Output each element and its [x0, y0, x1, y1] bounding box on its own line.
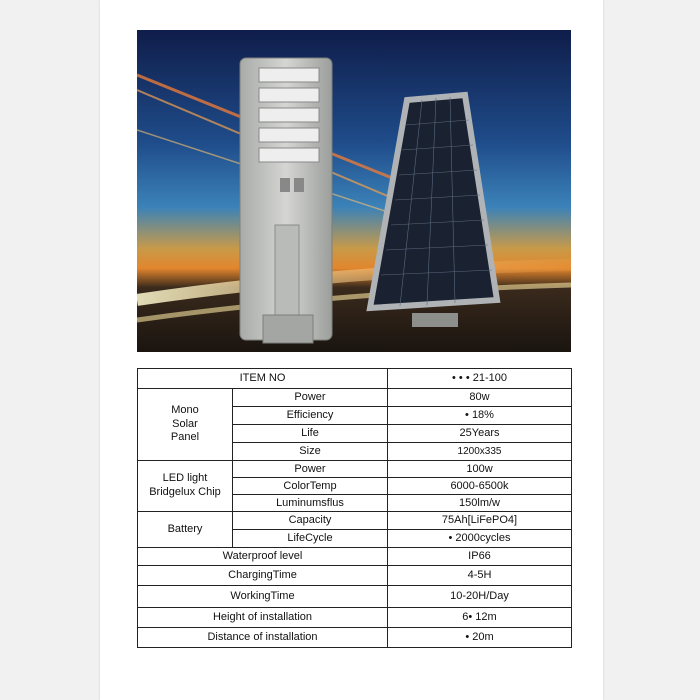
- cell-label: ColorTemp: [233, 478, 388, 495]
- cell-value: 25Years: [388, 425, 572, 443]
- led-group-label: LED light Bridgelux Chip: [138, 461, 233, 512]
- cell-value: 1200x335: [388, 443, 572, 461]
- table-row: [138, 512, 572, 530]
- solar-street-light-image: [137, 30, 571, 352]
- cell-label: Efficiency: [233, 407, 388, 425]
- table-row: [138, 608, 572, 628]
- table-row: [138, 566, 572, 586]
- cell-value: 10-20H/Day: [388, 586, 572, 608]
- cell-value: • 20m: [388, 628, 572, 648]
- battery-group-label: Battery: [138, 512, 233, 548]
- cell-label: Height of installation: [138, 608, 388, 628]
- cell-label: Power: [233, 389, 388, 407]
- cell-value: 6000-6500k: [388, 478, 572, 495]
- item-no-label: ITEM NO: [138, 369, 388, 389]
- spec-table: [137, 368, 572, 648]
- cell-value: • 18%: [388, 407, 572, 425]
- cell-value: 6• 12m: [388, 608, 572, 628]
- cell-value: 150lm/w: [388, 495, 572, 512]
- table-row: [138, 461, 572, 478]
- cell-value: 80w: [388, 389, 572, 407]
- cell-label: Distance of installation: [138, 628, 388, 648]
- table-row: [138, 369, 572, 389]
- table-row: [138, 548, 572, 566]
- cell-label: Size: [233, 443, 388, 461]
- item-no-value: • • • 21-100: [388, 369, 572, 389]
- cell-label: WorkingTime: [138, 586, 388, 608]
- cell-label: ChargingTime: [138, 566, 388, 586]
- cell-value: 4-5H: [388, 566, 572, 586]
- cell-value: • 2000cycles: [388, 530, 572, 548]
- table-row: [138, 628, 572, 648]
- cell-value: IP66: [388, 548, 572, 566]
- solar-panel-group-label: Mono Solar Panel: [138, 389, 233, 461]
- cell-label: Luminumsflus: [233, 495, 388, 512]
- cell-label: Power: [233, 461, 388, 478]
- cell-label: LifeCycle: [233, 530, 388, 548]
- table-row: [138, 389, 572, 407]
- product-photo: [137, 30, 571, 352]
- table-row: [138, 586, 572, 608]
- cell-label: Life: [233, 425, 388, 443]
- cell-value: 100w: [388, 461, 572, 478]
- cell-value: 75Ah[LiFePO4]: [388, 512, 572, 530]
- cell-label: Waterproof level: [138, 548, 388, 566]
- cell-label: Capacity: [233, 512, 388, 530]
